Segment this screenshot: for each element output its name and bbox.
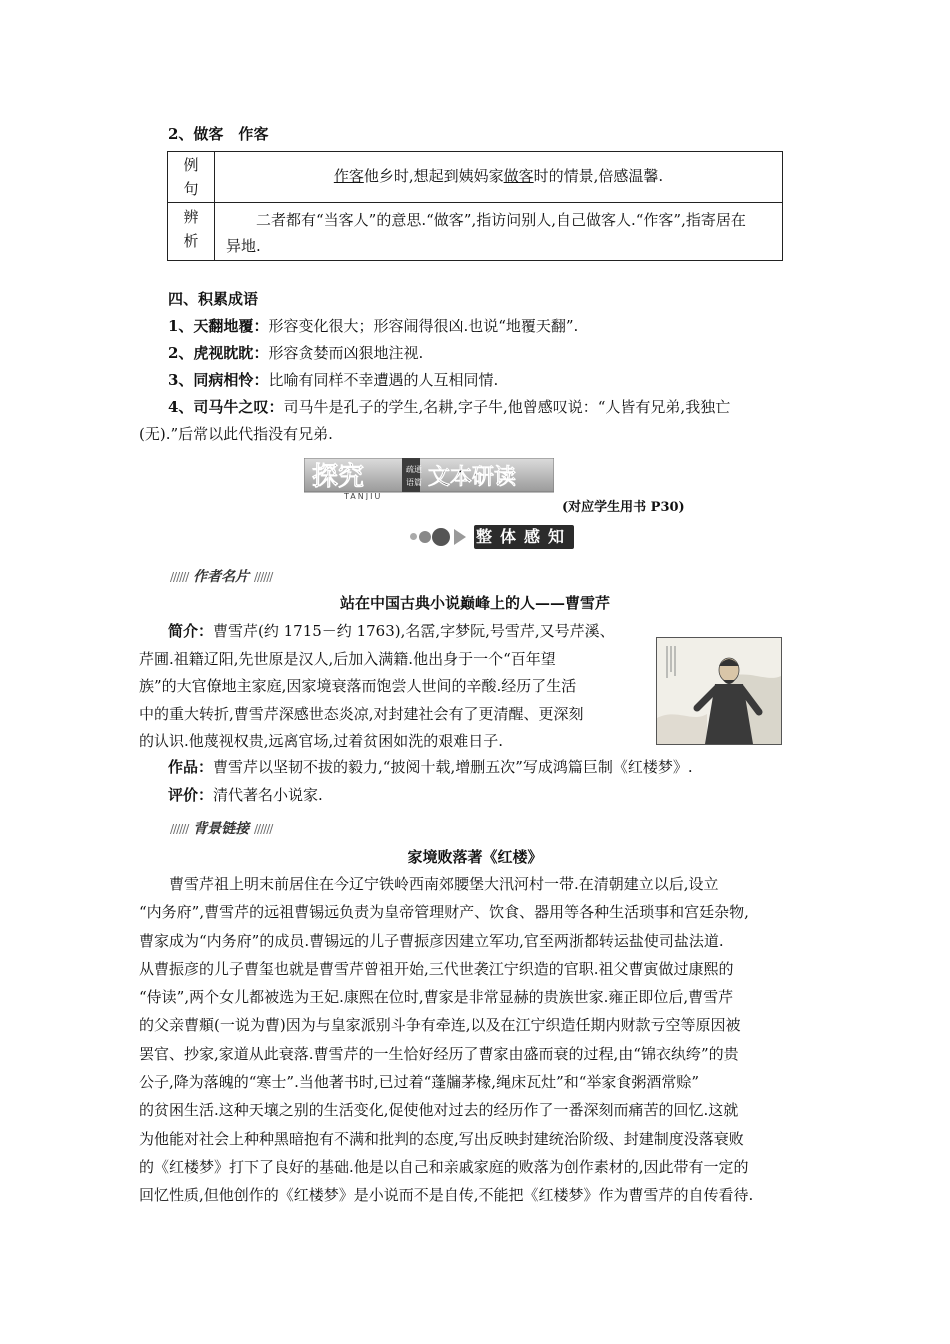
section-banner xyxy=(304,458,554,500)
banner-small2: 语篇 xyxy=(406,478,422,487)
slash-decoration: ////// xyxy=(170,570,189,584)
slash-decoration: ////// xyxy=(170,822,189,836)
table-row-example xyxy=(168,152,782,203)
banner-graphic xyxy=(304,458,554,500)
intro-line: 中的重大转折,曹雪芹深感世态炎凉,对封建社会有了更清醒、更深刻 xyxy=(139,704,584,723)
arrow-icon xyxy=(454,529,472,545)
example-sentence: 作客他乡时,想起到姨妈家做客时的情景,倍感温馨. xyxy=(333,167,664,185)
author-title: 站在中国古典小说巅峰上的人——曹雪芹 xyxy=(339,594,610,612)
overall-perception-heading: 整体感知 xyxy=(474,525,574,549)
intro-line: 族”的大官僚地主家庭,因家境衰落而饱尝人世间的辛酸.经历了生活 xyxy=(139,677,577,695)
idioms-heading: 四、积累成语 xyxy=(168,290,259,308)
example-label: 例 句 xyxy=(168,152,215,202)
slash-decoration: ////// xyxy=(254,570,273,584)
reference-note: (对应学生用书 P30) xyxy=(562,500,685,515)
paragraph-line: 曹家成为“内务府”的成员.曹锡远的儿子曹振彦因建立军功,官至两浙都转运盐使司盐法道. xyxy=(139,931,724,950)
banner-main2: 文本研读 xyxy=(428,465,517,490)
analysis-label: 辨 析 xyxy=(168,202,215,260)
paragraph-line: 的贫困生活.这种天壤之别的生活变化,促使他对过去的经历作了一番深刻而痛苦的回忆.这就 xyxy=(139,1101,739,1120)
paragraph-line: “侍读”,两个女儿都被选为王妃.康熙在位时,曹家是非常显赫的贵族世家.雍正即位后,曹雪芹 xyxy=(139,988,734,1007)
idiom-item: 3、同病相怜：比喻有同样不幸遭遇的人互相同情. xyxy=(168,371,499,389)
paragraph-line: “内务府”,曹雪芹的远祖曹锡远负责为皇帝管理财产、饮食、器用等各种生活琐事和宫廷杂物, xyxy=(139,903,749,922)
author-intro xyxy=(139,618,639,756)
paragraph-line: 回忆性质,但他创作的《红楼梦》是小说而不是自传,不能把《红楼梦》作为曹雪芹的自传看待. xyxy=(139,1186,754,1205)
paragraph-line: 曹雪芹祖上明末前居住在今辽宁铁岭西南郊腰堡大汛河村一带.在清朝建立以后,设立 xyxy=(169,875,719,893)
paragraph-line: 为他能对社会上种种黑暗抱有不满和批判的态度,写出反映封建统治阶级、封建制度没落衰败 xyxy=(139,1129,744,1148)
cao-xueqin-portrait xyxy=(656,637,782,745)
background-title: 家境败落著《红楼》 xyxy=(407,848,543,866)
idiom-item-continuation: (无).”后常以此代指没有兄弟. xyxy=(139,425,333,443)
dot-icon xyxy=(432,528,450,546)
paragraph-line: 的《红楼梦》打下了良好的基础.他是以自己和亲戚家庭的败落为创作素材的,因此带有一定的 xyxy=(139,1157,749,1176)
paragraph-line: 公子,降为落魄的“寒士”.当他著书时,已过着“蓬牖茅椽,绳床瓦灶”和“举家食粥酒常赊” xyxy=(139,1073,700,1092)
section-heading-zuoke: 2、做客 作客 xyxy=(168,125,269,143)
dot-icon xyxy=(410,533,417,540)
slash-decoration: ////// xyxy=(254,822,273,836)
paragraph-line: 的父亲曹頫(一说为曹)因为与皇家派别斗争有牵连,以及在江宁织造任期内财款亏空等原因被 xyxy=(139,1016,741,1035)
paragraph-line: 罢官、抄家,家道从此衰落.曹雪芹的一生恰好经历了曹家由盛而衰的过程,由“锦衣纨绔”的贵 xyxy=(139,1044,739,1063)
intro-line: 芹圃.祖籍辽阳,先世原是汉人,后加入满籍.他出身于一个“百年望 xyxy=(139,649,556,668)
background-tag: ////// 背景链接 ////// xyxy=(170,821,273,837)
evaluation-line: 评价：清代著名小说家. xyxy=(168,786,323,804)
portrait-illustration xyxy=(657,638,781,744)
idiom-item: 4、司马牛之叹：司马牛是孔子的学生,名耕,字子牛,他曾感叹说：“人皆有兄弟,我独亡 xyxy=(168,398,731,416)
table-row-analysis xyxy=(168,202,782,260)
dot-icon xyxy=(419,531,431,543)
works-line: 作品：曹雪芹以坚韧不拔的毅力,“披阅十载,增删五次”写成鸿篇巨制《红楼梦》. xyxy=(168,758,693,776)
banner-pinyin: TANJIU xyxy=(344,492,383,500)
analysis-text: 二者都有“当客人”的意思.“做客”,指访问别人,自己做客人.“作客”,指寄居在异地. xyxy=(226,211,746,255)
word-comparison-table xyxy=(167,151,783,261)
background-paragraph xyxy=(139,870,817,1210)
paragraph-line: 从曹振彦的儿子曹玺也就是曹雪芹曾祖开始,三代世袭江宁织造的官职.祖父曹寅做过康熙的 xyxy=(139,959,734,978)
idiom-item: 1、天翻地覆：形容变化很大；形容闹得很凶.也说“地覆天翻”. xyxy=(168,317,579,335)
author-card-tag: ////// 作者名片 ////// xyxy=(170,569,273,585)
banner-small1: 疏通 xyxy=(406,465,422,474)
intro-line: 的认识.他蔑视权贵,远离官场,过着贫困如洗的艰难日子. xyxy=(139,732,504,750)
intro-line: 简介：曹雪芹(约 1715－约 1763),名霑,字梦阮,号雪芹,又号芹溪、 xyxy=(168,622,615,640)
idiom-item: 2、虎视眈眈：形容贪婪而凶狠地注视. xyxy=(168,344,424,362)
banner-main1: 探究 xyxy=(312,462,365,492)
